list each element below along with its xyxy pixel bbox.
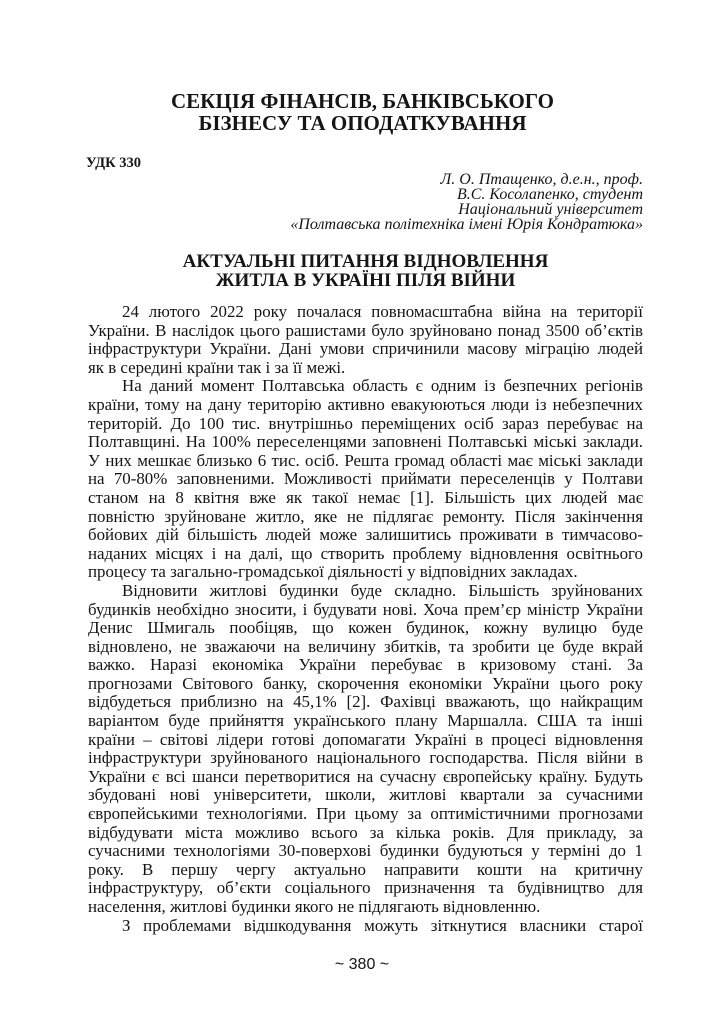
body-line: У них мешкає близько 6 тис. осіб. Решта громад області має міські заклади (88, 451, 643, 470)
body-line: як в середині країни так і за її межі. (88, 358, 346, 377)
body-line: Відновити житлові будинки буде складно. Більшість зруйнованих (122, 581, 643, 600)
body-line: країни, тому на дану територію активно евакуюються люди із небезпечних (88, 395, 643, 414)
body-line: будинків необхідно зносити, і будувати нові. Хоча прем’єр міністр України (88, 600, 643, 619)
body-line: населення, житлові будинки якого не підлягають відновленню. (88, 898, 541, 916)
paragraph (88, 582, 643, 917)
body-line: європейськими технологіями. При цьому за оптимістичними прогнозами (88, 805, 643, 824)
body-line: інфраструктуру, об’єкти соціального призначення та будівництво для (88, 879, 643, 898)
body-line: територій. До 100 тис. внутрішньо переміщених осіб зараз перебуває на (88, 414, 643, 433)
body-line: інфраструктури зруйнованого національного господарства. Після війни в (88, 749, 643, 768)
paragraph (88, 917, 643, 936)
body-line: важко. Наразі економіка України перебуває в кризовому стані. За (88, 656, 643, 675)
body-line: Денис Шмигаль пообіцяв, що кожен будинок, кожну вулицю буде (88, 619, 643, 638)
author-line: В.С. Косолапенко, студент (456, 186, 643, 203)
paragraph (88, 377, 643, 582)
body-line: прогнозами Світового банку, скорочення економіки України цього року (88, 674, 643, 693)
affiliation-line: Національний університет (458, 201, 643, 218)
author-block (250, 172, 643, 232)
body-line: З проблемами відшкодування можуть зіткнутися власники старої (122, 916, 643, 935)
body-line: варіантом буде прийняття українського плану Маршалла. США та інші (88, 712, 643, 731)
body-line: відновлено, не зважаючи на величину збитків, та зробити це буде вкрай (88, 637, 643, 656)
body-line: року. В першу чергу актуально направити кошти на критичну (88, 860, 643, 879)
body-line: Полтавщині. На 100% переселенцями заповнені Полтавські міські заклади. (88, 433, 643, 452)
section-title-line: СЕКЦІЯ ФІНАНСІВ, БАНКІВСЬКОГО (171, 89, 554, 113)
body-line: процесу та загально-громадської діяльності у відповідних закладах. (88, 563, 578, 582)
article-body (88, 303, 643, 935)
body-line: бойових дій більшість людей може залишитись проживати в тимчасово- (88, 526, 643, 545)
affiliation-line: «Полтавська політехніка імені Юрія Кондратюка» (290, 216, 643, 233)
body-line: На даний момент Полтавська область є одним із безпечних регіонів (122, 377, 643, 396)
body-line: на 70-80% заповненими. Можливості приймати переселенців у Полтави (88, 470, 643, 489)
article-title-line: ЖИТЛА В УКРАЇНІ ПІЛЯ ВІЙНИ (215, 270, 516, 291)
body-line: 24 лютого 2022 року почалася повномасштабна війна на території (122, 303, 643, 321)
body-line: країни – світові лідери готові допомагати Україні в процесі відновлення (88, 730, 643, 749)
section-title (85, 90, 640, 134)
page-number: ~ 380 ~ (334, 956, 390, 973)
body-line: України є всі шанси перетворитися на сучасну європейську країну. Будуть (88, 767, 643, 786)
body-line: станом на 8 квітня вже як такої немає [1]. Більшість цих людей має (88, 488, 643, 507)
body-line: відбудувати міста можливо всього за кілька років. Для прикладу, за (88, 823, 643, 842)
paragraph (88, 303, 643, 377)
article-title (88, 252, 643, 290)
author-line: Л. О. Птащенко, д.е.н., проф. (440, 171, 643, 188)
udk-code: УДК 330 (86, 155, 142, 171)
body-line: відбудеться приблизно на 45,1% [2]. Фахівці вважають, що найкращим (88, 693, 643, 712)
body-line: інфраструктури України. Дані умови спричинили масову міграцію людей (88, 340, 643, 359)
section-title-line: БІЗНЕСУ ТА ОПОДАТКУВАННЯ (198, 111, 527, 135)
body-line: збудовані нові університети, школи, житлові квартали за сучасними (88, 786, 643, 805)
body-line: сучасними технологіями 30-поверхові будинки будуються у терміні до 1 (88, 842, 643, 861)
article-title-line: АКТУАЛЬНІ ПИТАННЯ ВІДНОВЛЕННЯ (182, 251, 549, 272)
body-line: наданих місцях і на далі, що створить проблему відновлення освітнього (88, 544, 643, 563)
body-line: України. В наслідок цього рашистами було зруйновано понад 3500 об’єктів (88, 321, 643, 340)
body-line: повністю зруйноване житло, яке не підлягає ремонту. Після закінчення (88, 507, 643, 526)
